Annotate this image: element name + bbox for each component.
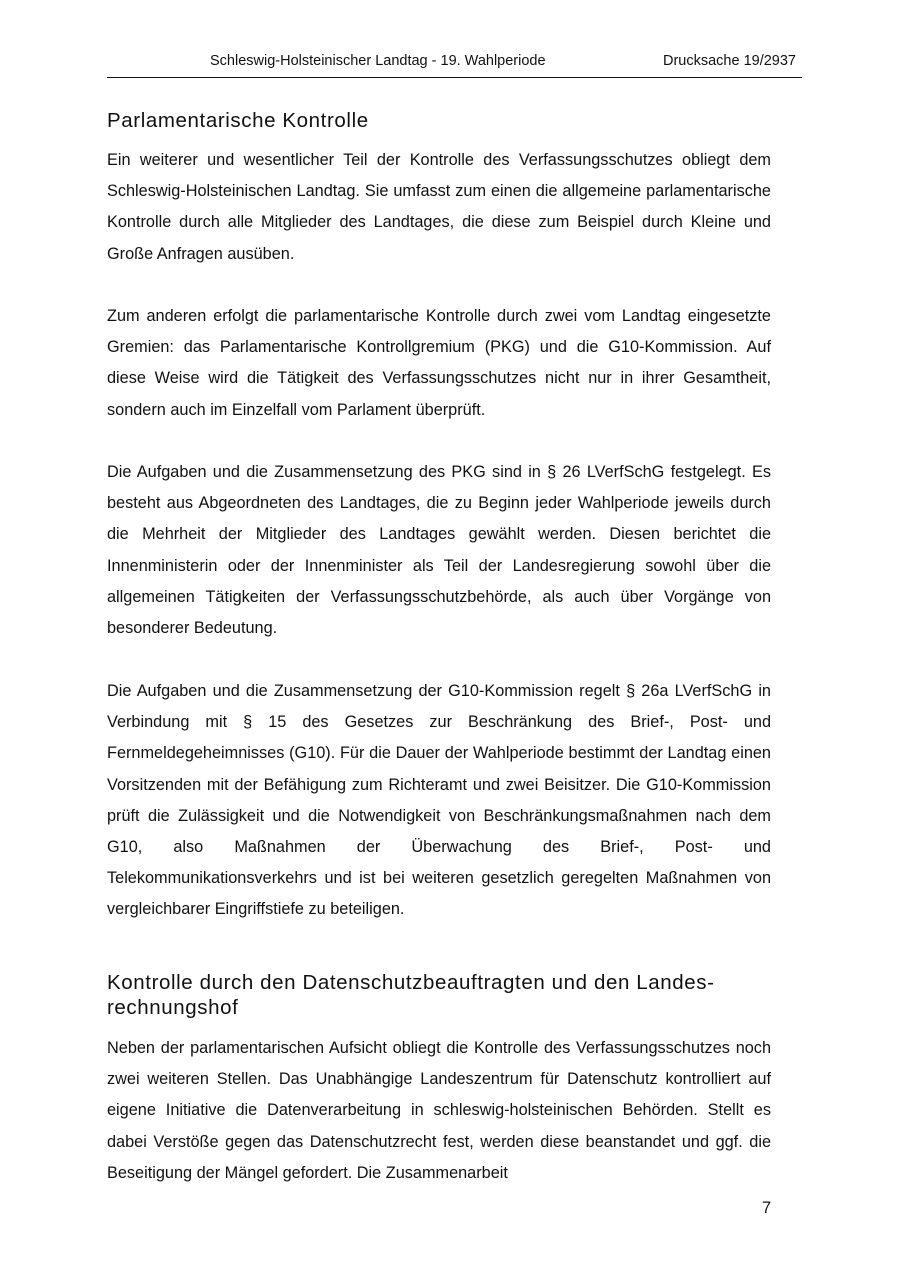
paragraph-text: Ein weiterer und wesentlicher Teil der Kontrolle des Verfassungsschutzes obliegt dem Schleswig-Holsteinischen Landtag. Sie umfasst zum einen die allgemeine parlamentarische Kontrolle durch alle Mitglieder des Landtages, die diese zum Beispiel durch Kleine und Große Anfragen ausüben. [107, 151, 771, 263]
page-header [107, 52, 802, 78]
section-heading: Kontrolle durch den Datenschutzbeauftragten und den Landesrechnungshof [107, 971, 714, 1019]
paragraph-text: Die Aufgaben und die Zusammensetzung des PKG sind in § 26 LVerfSchG festgelegt. Es besteht aus Abgeordneten des Landtages, die zu Beginn jeder Wahlperiode jeweils durch die Mehrheit der Mitglieder des Landtages gewählt werden. Diesen berichtet die Innenministerin oder der Innenminister als Teil der Landesregierung sowohl über die allgemeinen Tätigkeiten der Verfassungsschutzbehörde, als auch über Vorgänge von besonderer Bedeutung. [107, 463, 771, 638]
paragraph [107, 301, 771, 426]
paragraph-text: Neben der parlamentarischen Aufsicht obliegt die Kontrolle des Verfassungsschutzes noch zwei weiteren Stellen. Das Unabhängige Landeszentrum für Datenschutz kontrolliert auf eigene Initiative die Datenverarbeitung in schleswig-holsteinischen Behörden. Stellt es dabei Verstöße gegen das Datenschutzrecht fest, werden diese beanstandet und ggf. die Beseitigung der Mängel gefordert. Die Zusammenarbeit [107, 1039, 771, 1182]
section-datenschutz-landesrechnungshof [107, 970, 771, 1020]
header-publication: Schleswig-Holsteinischer Landtag - 19. Wahlperiode [210, 53, 546, 69]
paragraph [107, 145, 771, 270]
paragraph-text: Zum anderen erfolgt die parlamentarische Kontrolle durch zwei vom Landtag eingesetzte Gremien: das Parlamentarische Kontrollgremium (PKG) und die G10-Kommission. Auf diese Weise wird die Tätigkeit des Verfassungsschutzes nicht nur in ihrer Gesamtheit, sondern auch im Einzelfall vom Parlament überprüft. [107, 307, 771, 419]
section-parlamentarische-kontrolle [107, 108, 771, 133]
section-heading: Parlamentarische Kontrolle [107, 109, 369, 132]
paragraph [107, 457, 771, 644]
paragraph [107, 1033, 771, 1189]
header-document-number: Drucksache 19/2937 [663, 53, 796, 69]
paragraph-text: Die Aufgaben und die Zusammensetzung der G10-Kommission regelt § 26a LVerfSchG in Verbindung mit § 15 des Gesetzes zur Beschränkung des Brief-, Post- und Fernmeldegeheimnisses (G10). Für die Dauer der Wahlperiode bestimmt der Landtag einen Vorsitzenden mit der Befähigung zum Richteramt und zwei Beisitzer. Die G10-Kommission prüft die Zulässigkeit und die Notwendigkeit von Beschränkungsmaßnahmen nach dem G10, also Maßnahmen der Überwachung des Brief-, Post- und Telekommunikationsverkehrs und ist bei weiteren gesetzlich geregelten Maßnahmen von vergleichbarer Eingriffstiefe zu beteiligen. [107, 682, 771, 919]
paragraph [107, 676, 771, 926]
page-number: 7 [761, 1199, 771, 1217]
